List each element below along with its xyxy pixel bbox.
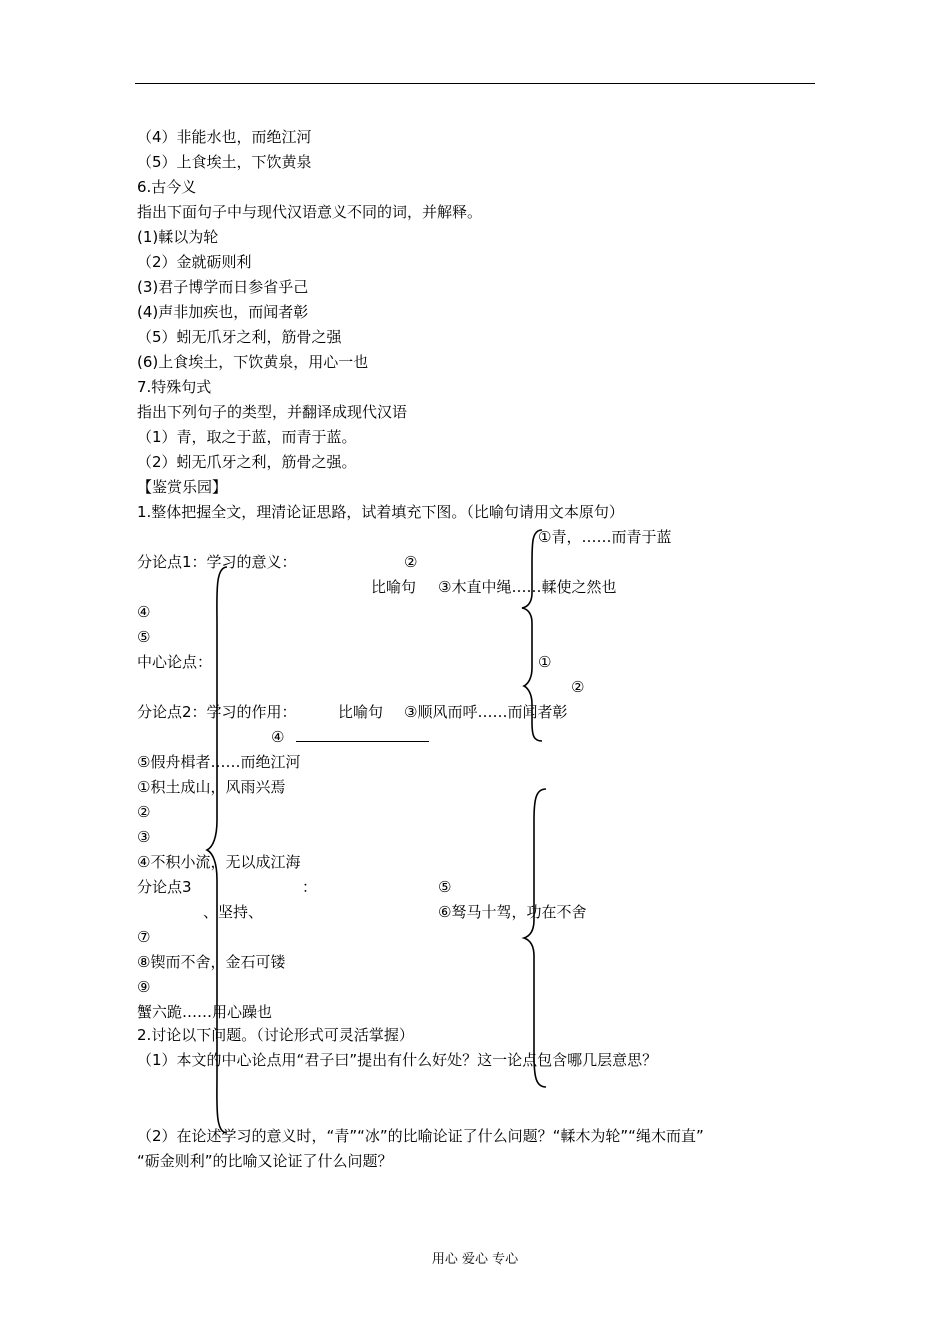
diagram-sub-argument-2: 分论点2：学习的作用： xyxy=(137,703,297,721)
diagram-metaphor-label-1: 比喻句 xyxy=(371,578,417,596)
item-5-5: （5）上食埃土，下饮黄泉 xyxy=(137,153,312,171)
diagram-metaphor-label-2: 比喻句 xyxy=(338,703,384,721)
diagram-persistence: 、坚持、 xyxy=(203,903,264,921)
appreciation-heading: 【鉴赏乐园】 xyxy=(137,478,228,496)
diagram-blank-3-2: ② xyxy=(137,803,151,821)
diagram-metaphor-1-1: ①青，……而青于蓝 xyxy=(538,528,672,546)
diagram-crab-metaphor: 蟹六跪……用心躁也 xyxy=(137,1003,273,1021)
diagram-metaphor-3-6: ⑥驽马十驾，功在不舍 xyxy=(438,903,587,921)
diagram-blank-2: ② xyxy=(404,553,418,571)
section-7-instruction: 指出下列句子的类型，并翻译成现代汉语 xyxy=(137,403,408,421)
diagram-colon-3: ： xyxy=(302,878,318,896)
item-6-4: (4)声非加疾也，而闻者彰 xyxy=(137,303,309,321)
item-6-5: （5）蚓无爪牙之利，筋骨之强 xyxy=(137,328,342,346)
diagram-blank-3-9: ⑨ xyxy=(137,978,151,996)
diagram-metaphor-1-3: ③木直中绳……輮使之然也 xyxy=(438,578,617,596)
diagram-blank-2-1: ① xyxy=(538,653,552,671)
diagram-blank-3-5: ⑤ xyxy=(438,878,452,896)
section-6-title: 6.古今义 xyxy=(137,178,197,196)
discussion-question-2-line-1: （2）在论述学习的意义时，“青”“冰”的比喻论证了什么问题？“輮木为轮”“绳木而直” xyxy=(137,1127,704,1145)
diagram-sub-argument-1: 分论点1：学习的意义： xyxy=(137,553,297,571)
item-6-3: (3)君子博学而日参省乎己 xyxy=(137,278,309,296)
section-6-instruction: 指出下面句子中与现代汉语意义不同的词，并解释。 xyxy=(137,203,483,221)
diagram-metaphor-3-1: ①积土成山，风雨兴焉 xyxy=(137,778,286,796)
diagram-sub-argument-3: 分论点3 xyxy=(137,878,192,896)
diagram-central-argument: 中心论点： xyxy=(137,653,213,671)
diagram-metaphor-3-8: ⑧锲而不舍，金石可镂 xyxy=(137,953,286,971)
header-rule xyxy=(135,83,815,84)
item-5-4: （4）非能水也，而绝江河 xyxy=(137,128,312,146)
diagram-fill-line xyxy=(296,741,429,742)
diagram-metaphor-2-5: ⑤假舟楫者……而绝江河 xyxy=(137,753,301,771)
brace-sub-argument-3 xyxy=(520,785,550,1090)
task-1-instruction: 1.整体把握全文，理清论证思路，试着填充下图。（比喻句请用文本原句） xyxy=(137,503,624,521)
discussion-question-1: （1）本文的中心论点用“君子曰”提出有什么好处？这一论点包含哪几层意思？ xyxy=(137,1051,658,1069)
diagram-metaphor-2-3: ③顺风而呼……而闻者彰 xyxy=(404,703,568,721)
item-6-1: (1)輮以为轮 xyxy=(137,228,219,246)
item-7-2: （2）蚓无爪牙之利，筋骨之强。 xyxy=(137,453,357,471)
diagram-blank-2-2: ② xyxy=(571,678,585,696)
diagram-blank-4: ④ xyxy=(137,603,151,621)
item-6-2: （2）金就砺则利 xyxy=(137,253,252,271)
page-footer: 用心 爱心 专心 xyxy=(431,1252,519,1267)
brace-sub-argument-1-2 xyxy=(520,528,550,743)
diagram-blank-3-3: ③ xyxy=(137,828,151,846)
discussion-question-2-line-2: “砺金则利”的比喻又论证了什么问题？ xyxy=(137,1152,393,1170)
diagram-blank-2-4: ④ xyxy=(271,728,285,746)
item-7-1: （1）青，取之于蓝，而青于蓝。 xyxy=(137,428,357,446)
item-6-6: (6)上食埃土，下饮黄泉，用心一也 xyxy=(137,353,369,371)
diagram-metaphor-3-4: ④不积小流，无以成江海 xyxy=(137,853,301,871)
diagram-blank-5: ⑤ xyxy=(137,628,151,646)
discussion-title: 2.讨论以下问题。（讨论形式可灵活掌握） xyxy=(137,1026,414,1044)
section-7-title: 7.特殊句式 xyxy=(137,378,212,396)
diagram-blank-3-7: ⑦ xyxy=(137,928,151,946)
